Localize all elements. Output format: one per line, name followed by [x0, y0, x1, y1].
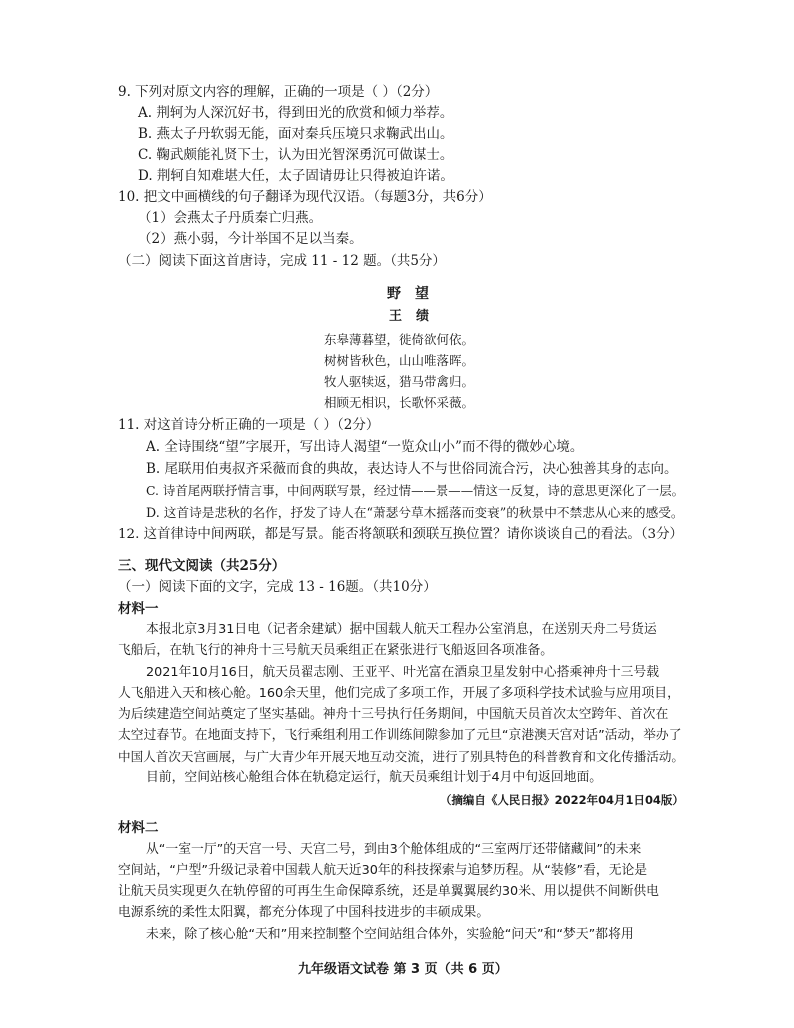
poem-line-4: 相顾无相识，长歌怀采薇。 — [324, 395, 475, 410]
material-1-p1-line-2: 飞船后，在轨飞行的神舟十三号航天员乘组正在紧张进行飞船返回各项准备。 — [118, 643, 554, 658]
q10-stem: 10. 把文中画横线的句子翻译为现代汉语。（每题3分，共6分） — [118, 189, 492, 205]
section-3-1-heading: （一）阅读下面的文字，完成 13 - 16题。（共10分） — [118, 579, 437, 595]
material-1-p2-line-2: 人飞船进入天和核心舱。160余天里，他们完成了多项工作，开展了多项科学技术试验与应用项目， — [118, 686, 680, 701]
q10-sentence-1: （1）会燕太子丹质秦亡归燕。 — [138, 210, 323, 226]
material-1-p1-line-1: 本报北京3月31日电（记者余建斌）据中国载人航天工程办公室消息，在送别天舟二号货运 — [146, 622, 657, 637]
material-2-p1-line-1: 从“一室一厅”的天宫一号、天宫二号，到由3个舱体组成的“三室两厅还带储藏间”的未来 — [146, 842, 642, 857]
q9-stem: 9. 下列对原文内容的理解，正确的一项是（ ）（2分） — [118, 84, 439, 100]
q9-option-b: B. 燕太子丹软弱无能，面对秦兵压境只求鞠武出山。 — [138, 126, 454, 142]
material-1-p3: 目前，空间站核心舱组合体在轨稳定运行，航天员乘组计划于4月中旬返回地面。 — [146, 770, 603, 785]
material-1-label: 材料一 — [118, 601, 159, 617]
material-1-p2-line-1: 2021年10月16日，航天员翟志刚、王亚平、叶光富在酒泉卫星发射中心搭乘神舟十三号载 — [146, 665, 660, 680]
q12-stem: 12. 这首律诗中间两联，都是写景。能否将颔联和颈联互换位置？请你谈谈自己的看法。（3分） — [118, 527, 683, 542]
q9-option-a: A. 荆轲为人深沉好书，得到田光的欣赏和倾力举荐。 — [138, 105, 454, 121]
material-2-p1-line-2: 空间站，“户型”升级记录着中国载人航天近30年的科技探索与追梦历程。从“装修”看，无论是 — [118, 863, 648, 878]
q11-stem: 11. 对这首诗分析正确的一项是（ ）（2分） — [118, 417, 380, 433]
q9-option-c: C. 鞠武颇能礼贤下士，认为田光智深勇沉可做谋士。 — [138, 147, 454, 163]
material-2-p1-line-3: 让航天员实现更久在轨停留的可再生生命保障系统，还是单翼翼展约30米、用以提供不间断供电 — [118, 884, 659, 899]
q10-sentence-2: （2）燕小弱，今计举国不足以当秦。 — [138, 231, 363, 247]
page-footer: 九年级语文试卷 第 3 页（共 6 页） — [298, 962, 508, 977]
material-2-p1-line-4: 电源系统的柔性太阳翼，都充分体现了中国科技进步的丰硕成果。 — [118, 905, 490, 920]
poem-title: 野望 — [387, 286, 443, 302]
poem-line-2: 树树皆秋色，山山唯落晖。 — [324, 353, 475, 368]
material-1-p2-line-4: 太空过春节。在地面支持下，飞行乘组利用工作训练间隙参加了元旦“京港澳天宫对话”活动，举办了 — [118, 728, 682, 743]
material-2-label: 材料二 — [118, 820, 159, 836]
q11-option-c: C. 诗首尾两联抒情言事，中间两联写景，经过情——景——情这一反复，诗的意思更深化了一层。 — [146, 483, 685, 498]
material-1-p2-line-5: 中国人首次天宫画展，与广大青少年开展天地互动交流，进行了别具特色的科普教育和文化传播活动。 — [118, 749, 685, 764]
poem-line-1: 东皋薄暮望，徙倚欲何依。 — [324, 332, 475, 347]
q11-option-b: B. 尾联用伯夷叔齐采薇而食的典故，表达诗人不与世俗同流合污，决心独善其身的志向。 — [146, 461, 678, 477]
section-2-heading: （二）阅读下面这首唐诗，完成 11 - 12 题。（共5分） — [118, 253, 446, 269]
poem-author: 王绩 — [389, 309, 444, 324]
section-3-heading: 三、现代文阅读（共25分） — [118, 558, 286, 574]
material-2-p2-line-1: 未来，除了核心舱“天和”用来控制整个空间站组合体外，实验舱“问天”和“梦天”都将用 — [146, 927, 634, 942]
poem-line-3: 牧人驱犊返，猎马带禽归。 — [324, 374, 475, 389]
q9-option-d: D. 荆轲自知难堪大任，太子固请毋让只得被迫许诺。 — [138, 168, 454, 184]
q11-option-a: A. 全诗围绕“望”字展开，写出诗人渴望“一览众山小”而不得的微妙心境。 — [146, 439, 584, 455]
q11-option-d: D. 这首诗是悲秋的名作，抒发了诗人在“萧瑟兮草木摇落而变衰”的秋景中不禁悲从心来的感受。 — [146, 505, 684, 520]
material-1-p2-line-3: 为后续建造空间站奠定了坚实基础。神舟十三号执行任务期间，中国航天员首次太空跨年、首次在 — [118, 707, 669, 722]
material-1-source: （摘编自《人民日报》2022年04月1日04版） — [440, 793, 684, 807]
